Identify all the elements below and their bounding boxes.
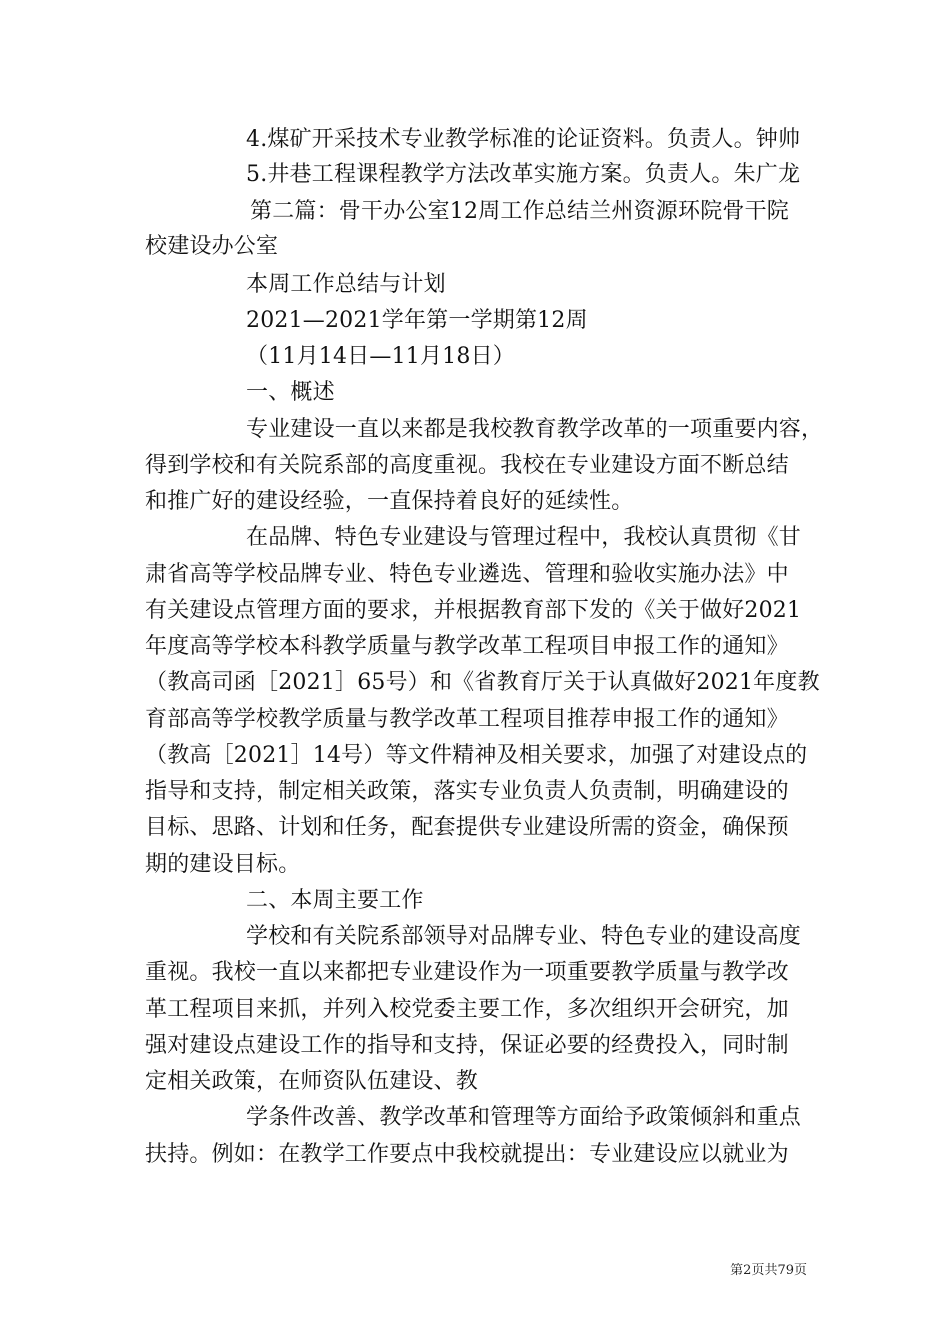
section-heading: 一、概述 (246, 380, 335, 405)
paragraph-line: 学校和有关院系部领导对品牌专业、特色专业的建设高度 (246, 924, 802, 949)
paragraph-line: 在品牌、特色专业建设与管理过程中，我校认真贯彻《甘 (246, 525, 802, 550)
paragraph-line: 和推广好的建设经验，一直保持着良好的延续性。 (145, 489, 634, 514)
document-title: 本周工作总结与计划 (246, 272, 446, 297)
text-line: 5.井巷工程课程教学方法改革实施方案。负责人。朱广龙 (246, 162, 801, 187)
paragraph-line: 育部高等学校教学质量与教学改革工程项目推荐申报工作的通知》 (145, 707, 789, 732)
text-line: 4.煤矿开采技术专业教学标准的论证资料。负责人。钟帅 (246, 127, 801, 152)
paragraph-line: 定相关政策，在师资队伍建设、教 (145, 1069, 479, 1094)
paragraph-line: 指导和支持，制定相关政策，落实专业负责人负责制，明确建设的 (145, 779, 789, 804)
paragraph-line: 重视。我校一直以来都把专业建设作为一项重要教学质量与教学改 (145, 960, 789, 985)
paragraph-line: 目标、思路、计划和任务，配套提供专业建设所需的资金，确保预 (145, 815, 789, 840)
paragraph-line: 肃省高等学校品牌专业、特色专业遴选、管理和验收实施办法》中 (145, 562, 789, 587)
paragraph-line: 年度高等学校本科教学质量与教学改革工程项目申报工作的通知》 (145, 634, 789, 659)
date-range: （11月14日—11月18日） (246, 344, 515, 369)
page-number: 第2页共79页 (730, 1263, 807, 1278)
paragraph-line: 学条件改善、教学改革和管理等方面给予政策倾斜和重点 (246, 1105, 802, 1130)
text-line: 校建设办公室 (145, 234, 279, 259)
paragraph-line: 有关建设点管理方面的要求，并根据教育部下发的《关于做好2021 (145, 598, 802, 623)
section-heading: 第二篇：骨干办公室12周工作总结兰州资源环院骨干院 (250, 199, 789, 224)
paragraph-line: 扶持。例如：在教学工作要点中我校就提出：专业建设应以就业为 (145, 1142, 789, 1167)
paragraph-line: 革工程项目来抓，并列入校党委主要工作，多次组织开会研究，加 (145, 997, 789, 1022)
term-line: 2021—2021学年第一学期第12周 (246, 308, 588, 333)
paragraph-line: 专业建设一直以来都是我校教育教学改革的一项重要内容， (246, 417, 824, 442)
paragraph-line: 期的建设目标。 (145, 852, 301, 877)
paragraph-line: （教高［2021］14号）等文件精神及相关要求，加强了对建设点的 (145, 743, 808, 768)
section-heading: 二、本周主要工作 (246, 888, 424, 913)
paragraph-line: （教高司函［2021］65号）和《省教育厅关于认真做好2021年度教 (145, 670, 820, 695)
paragraph-line: 得到学校和有关院系部的高度重视。我校在专业建设方面不断总结 (145, 453, 789, 478)
paragraph-line: 强对建设点建设工作的指导和支持，保证必要的经费投入，同时制 (145, 1033, 789, 1058)
